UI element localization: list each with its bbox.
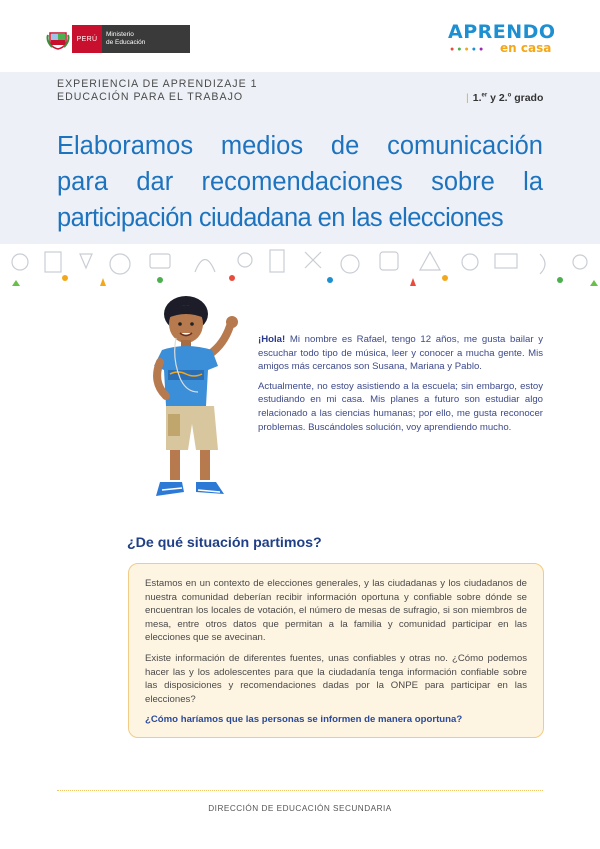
peru-label: PERÚ	[72, 25, 102, 53]
rafael-intro	[258, 333, 543, 440]
title-line1: Elaboramos medios de comunicación	[57, 132, 543, 160]
rafael-illustration	[140, 290, 240, 510]
situation-box	[128, 563, 544, 738]
title-line3: participación ciudadana en las elecciones	[57, 204, 504, 232]
decorative-doodles-icon	[0, 244, 600, 290]
intro-paragraph-1	[258, 333, 543, 374]
footer-text: DIRECCIÓN DE EDUCACIÓN SECUNDARIA	[208, 804, 392, 813]
page-title	[57, 128, 543, 236]
brand-main: APRENDO	[448, 21, 556, 43]
title-line2: para dar recomendaciones sobre la	[57, 168, 543, 196]
footer-divider	[57, 790, 543, 791]
grade-sup1: er	[481, 92, 488, 99]
ministry-line2: de Educación	[106, 39, 146, 46]
brand-sub: en casa	[500, 41, 552, 55]
grade-sup2: o	[507, 92, 512, 99]
ministry-label	[102, 25, 190, 53]
aprendo-en-casa-logo	[448, 22, 560, 60]
brand-dots-icon: ●●●●●	[450, 46, 487, 53]
section-title: ¿De qué situación partimos?	[127, 535, 322, 551]
ministry-line1: Ministerio	[106, 31, 134, 38]
situation-paragraph-1: Estamos en un contexto de elecciones generales, y las ciudadanas y los ciudadanos de nuestra comunidad deberían recibir información oportuna y confiable sobre dónde se encuentran los locales de votación, el número de mesas de sufragio, si son miembros de mesa, entre otros datos que permitan a la familia y comunidad participar en las elecciones que se avecinan.	[145, 578, 527, 644]
kicker-line1: EXPERIENCIA DE APRENDIZAJE 1	[57, 78, 258, 90]
peru-crest-icon	[44, 25, 72, 53]
situation-paragraph-2: Existe información de diferentes fuentes, unas confiables y otras no. ¿Cómo podemos hacer las y los adolescentes para que la ciudadanía tenga información confiable sobre las disposiciones y recomendaciones dadas por la ONPE para participar en las elecciones?	[145, 652, 527, 705]
grade-divider: |	[466, 92, 469, 104]
intro-paragraph-2: Actualmente, no estoy asistiendo a la escuela; sin embargo, estoy estudiando en mi casa. Mis planes a futuro son estudiar algo relacionado a las ciencias humanas; por ello, me gusta reconocer problemas. Buscándoles solución, voy aprendiendo mucho.	[258, 380, 543, 433]
grade-mid: y 2.	[487, 92, 508, 104]
situation-question: ¿Cómo haríamos que las personas se informen de manera oportuna?	[145, 714, 463, 726]
grade-label	[466, 92, 543, 104]
experience-kicker	[57, 78, 258, 104]
grade-suffix: grado	[511, 92, 544, 104]
intro-p1-text: Mi nombre es Rafael, tengo 12 años, me gusta bailar y escuchar todo tipo de música, leer y conocer a mucha gente. Mis amigos más cercanos son Susana, Mariana y Pablo.	[258, 334, 543, 373]
minedu-logo	[44, 25, 190, 53]
kicker-line2: EDUCACIÓN PARA EL TRABAJO	[57, 91, 244, 103]
grade-prefix: 1.	[472, 92, 482, 104]
intro-greeting: ¡Hola!	[258, 334, 286, 345]
